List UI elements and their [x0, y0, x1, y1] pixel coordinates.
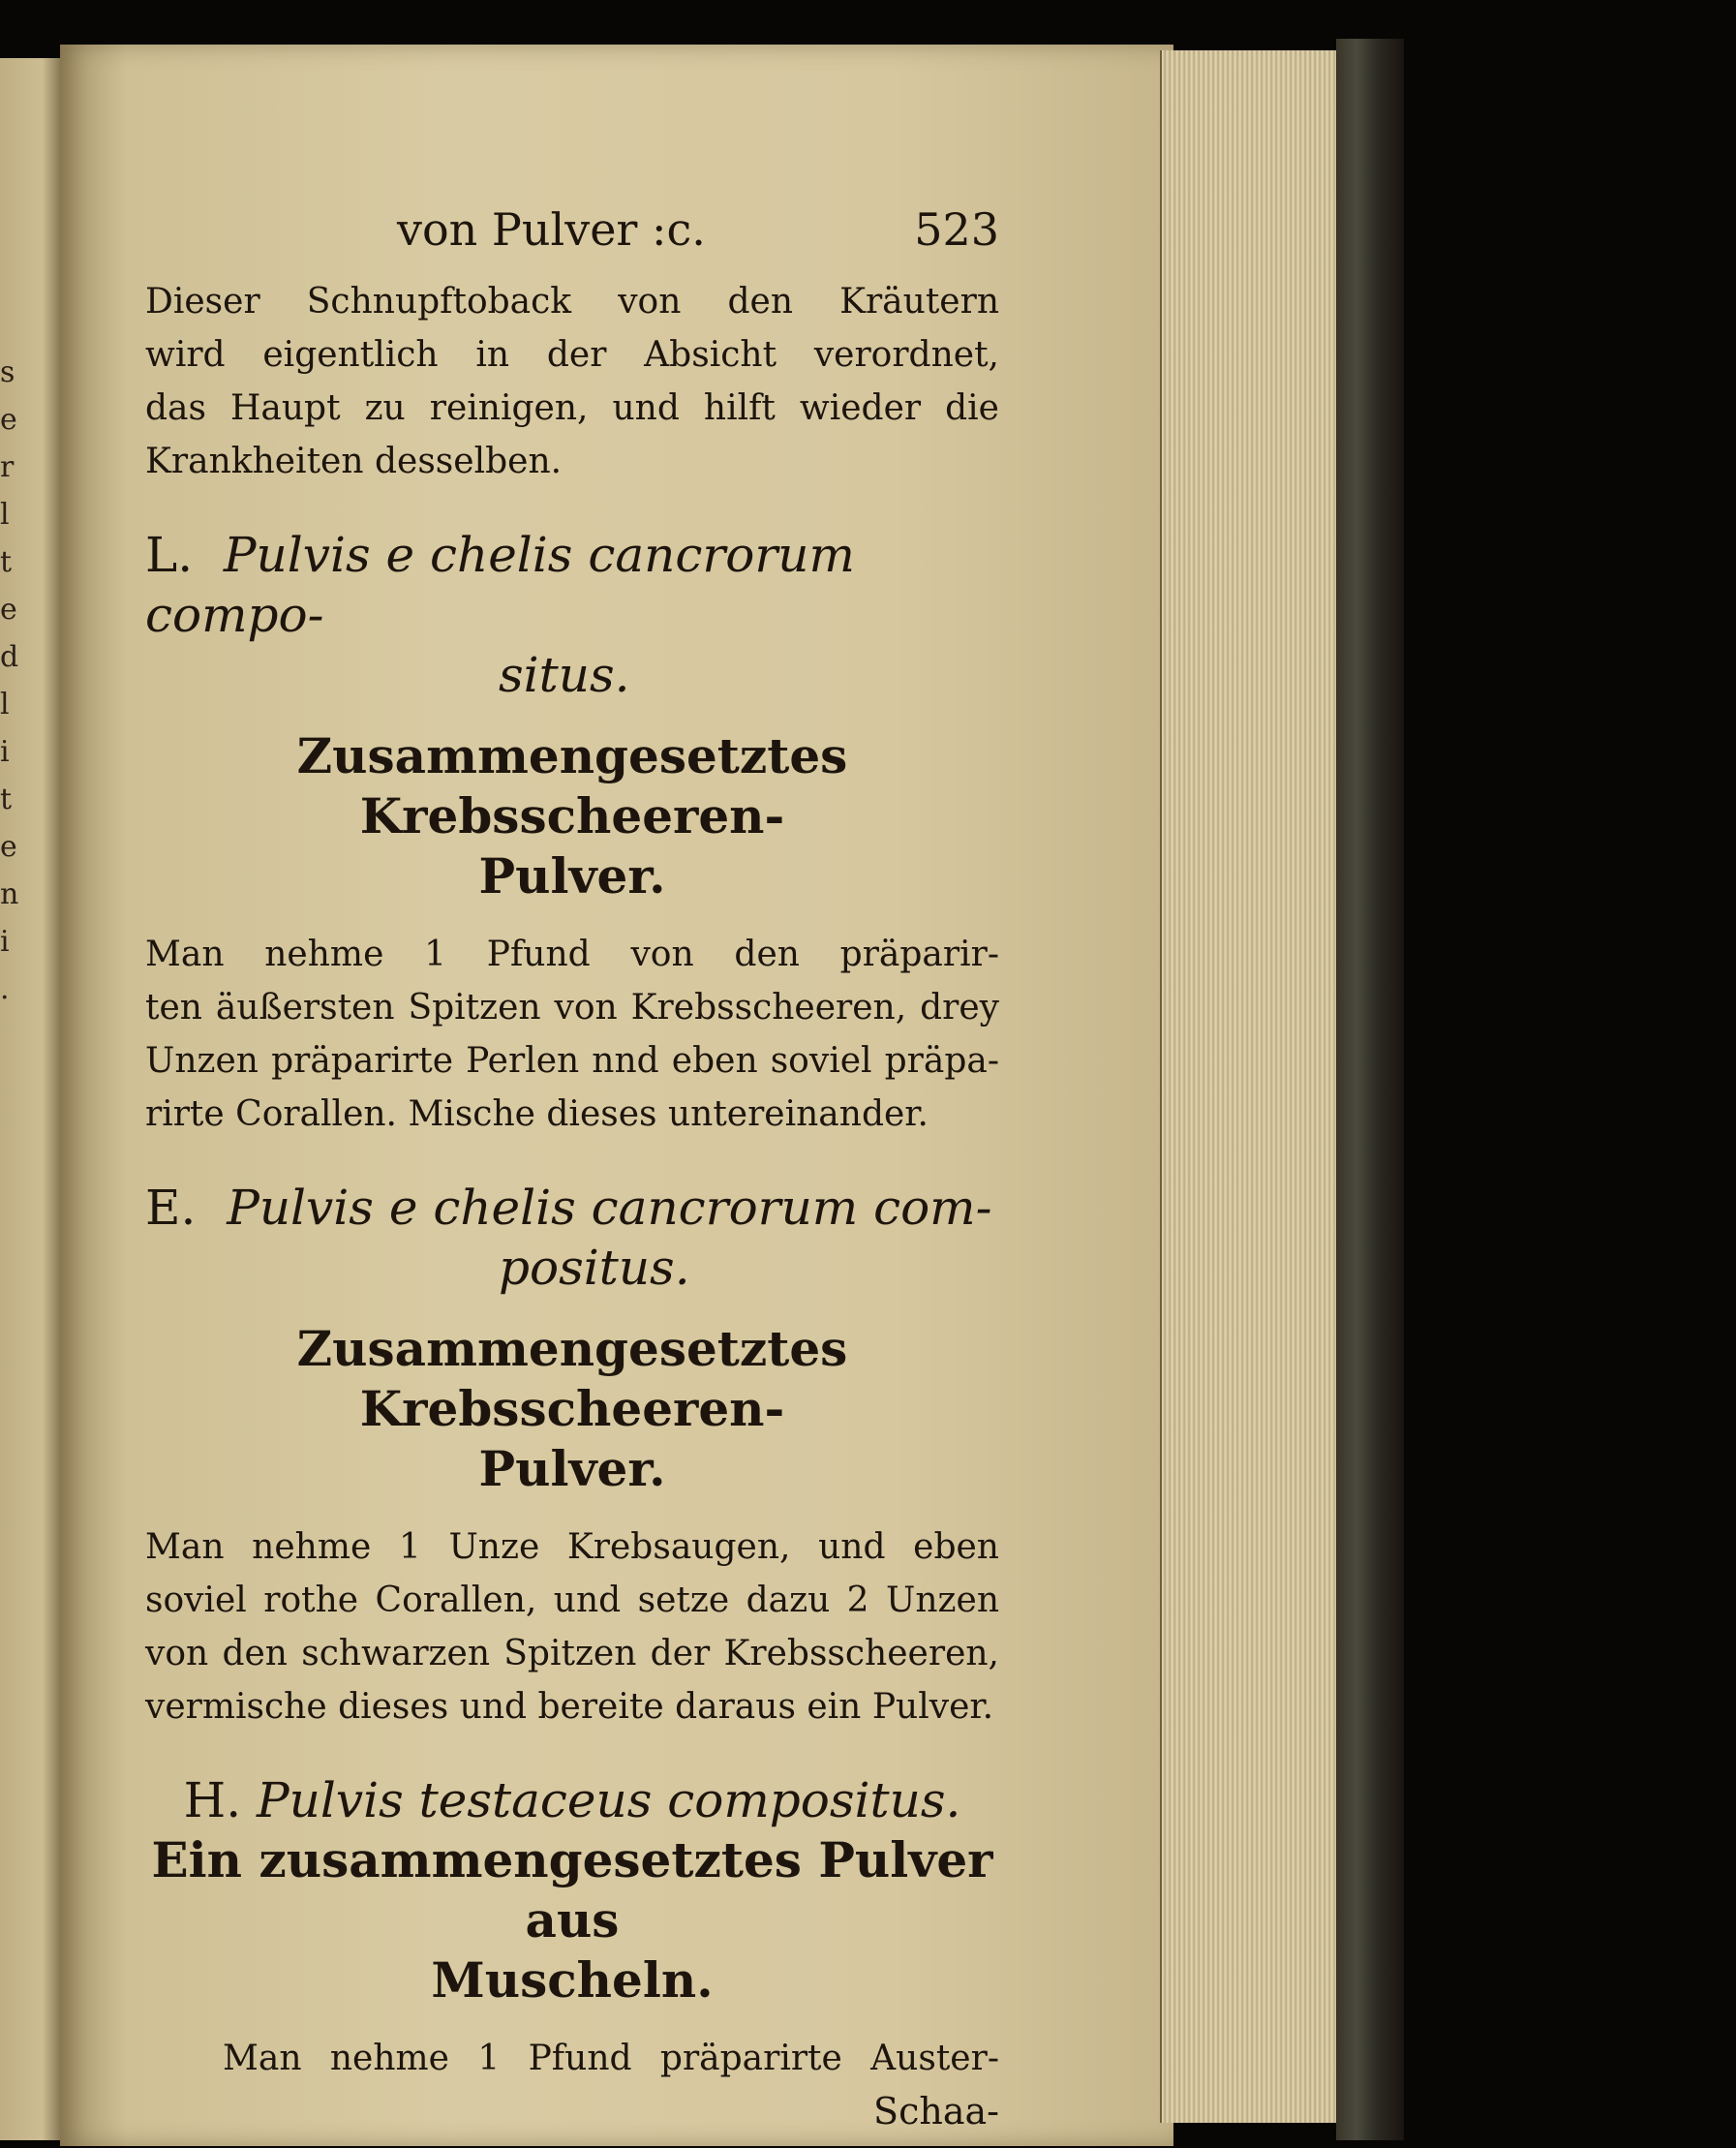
left-page-letters — [0, 349, 19, 1013]
page-number: 523 — [914, 203, 999, 256]
margin-letter: l — [0, 498, 10, 532]
text-line: Man nehme 1 Pfund von den präparir- — [145, 935, 999, 974]
heading-line: Zusammengesetztes Krebsscheeren- — [296, 1320, 848, 1437]
margin-letter: l — [0, 688, 10, 721]
latin-line: positus. — [499, 1240, 690, 1296]
margin-letter: n — [0, 877, 19, 911]
heading-line: Muscheln. — [431, 1951, 714, 2009]
margin-letter: t — [0, 782, 13, 816]
margin-letter: e — [0, 403, 17, 437]
margin-letter: s — [0, 355, 15, 389]
latin-line: situs. — [499, 647, 630, 703]
text-line: von den schwarzen Spitzen der Krebsscheeren, — [145, 1634, 999, 1673]
catchword: Schaa- — [873, 2090, 999, 2133]
margin-letter: . — [0, 972, 10, 1006]
page-text — [145, 203, 999, 2138]
text-line: Man nehme 1 Unze Krebsaugen, und eben — [145, 1527, 999, 1567]
intro-paragraph — [145, 275, 999, 488]
margin-letter: d — [0, 640, 19, 674]
text-line: ten äußersten Spitzen von Krebsscheeren, drey — [145, 988, 999, 1028]
section-mark: E. — [145, 1180, 197, 1236]
text-line: Unzen präparirte Perlen nnd eben soviel präpa- — [145, 1041, 999, 1081]
latin-line: Pulvis testaceus compositus. — [257, 1772, 961, 1828]
heading-line: Ein zusammengesetztes Pulver aus — [151, 1831, 993, 1949]
section-h-paragraph — [145, 2032, 999, 2085]
running-title: von Pulver :c. — [397, 203, 706, 256]
text-line: das Haupt zu reinigen, und hilft wieder die — [145, 388, 999, 428]
text-line: rirte Corallen. Mische dieses untereinander. — [145, 1094, 929, 1134]
margin-letter: i — [0, 925, 10, 959]
heading-line: Pulver. — [478, 847, 666, 905]
german-heading-l — [145, 726, 999, 906]
german-heading-e — [145, 1319, 999, 1499]
page-edges — [1160, 50, 1338, 2123]
latin-line: Pulvis e chelis cancrorum compo- — [145, 527, 855, 643]
text-line: soviel rothe Corallen, und setze dazu 2 Unzen — [145, 1580, 999, 1620]
latin-title-l — [145, 525, 999, 705]
text-line: Dieser Schnupftoback von den Kräutern — [145, 282, 999, 322]
latin-line: Pulvis e chelis cancrorum com- — [227, 1180, 992, 1236]
page-header — [145, 203, 999, 256]
margin-letter: r — [0, 450, 15, 484]
margin-letter: t — [0, 545, 13, 579]
margin-letter: e — [0, 830, 17, 864]
heading-line: Zusammengesetztes Krebsscheeren- — [296, 727, 848, 844]
section-l-paragraph — [145, 928, 999, 1141]
german-heading-h — [145, 1830, 999, 2010]
book-spine — [1336, 39, 1404, 2140]
text-line: wird eigentlich in der Absicht verordnet, — [145, 335, 999, 375]
margin-letter: e — [0, 593, 17, 627]
section-mark: L. — [145, 527, 194, 583]
left-page-edge — [0, 58, 60, 2140]
text-line: vermische dieses und bereite daraus ein Pulver. — [145, 1687, 994, 1727]
text-line: Krankheiten desselben. — [145, 442, 563, 481]
latin-title-e — [145, 1178, 999, 1298]
latin-title-h — [145, 1770, 999, 1830]
section-e-paragraph — [145, 1520, 999, 1734]
heading-line: Pulver. — [478, 1440, 666, 1497]
margin-letter: i — [0, 735, 10, 769]
text-line: Man nehme 1 Pfund präparirte Auster- — [223, 2039, 999, 2078]
section-mark: H. — [183, 1772, 242, 1828]
